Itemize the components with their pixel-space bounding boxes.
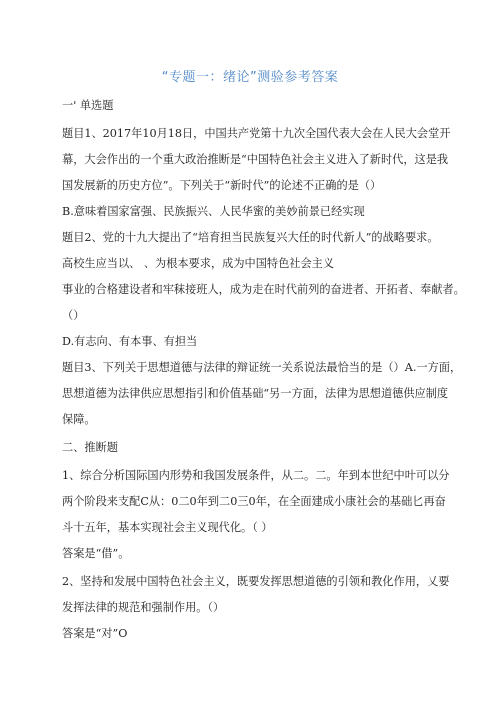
judgment-1-line-2: 两个阶段来支配C从：0二0年到二0三0年，在全面建成小康社会的基础匕再奋 (62, 495, 446, 508)
judgment-1-line-3: 斗十五年，基本实现社会主义现代化。（ ） (62, 521, 273, 534)
question-2-answer: D.有志向、有本事、有担当 (62, 335, 198, 348)
section-heading-judgment: 二、推断题 (62, 441, 118, 454)
question-1-line-1: 题目1、2017年10月18日，中国共产党第十九次全国代表大会在人民大会堂开 (62, 127, 451, 140)
question-3-line-1: 题目3、下列关于思想道德与法律的辩证统一关系说法最恰当的是（）A.一方面， (62, 361, 462, 374)
question-2-line-2: 高校生应当以、 、为根本要求，成为中国特色社会主义 (62, 257, 335, 270)
question-3-line-2: 思想道德为法律供应思想指引和价值基础“另一方面，法律为思想道德供应制度 (62, 387, 449, 400)
page-title: “专题一：绪论”测验参考答案 (161, 70, 339, 85)
judgment-2-answer: 答案是“对”O (62, 627, 128, 640)
question-2-line-1: 题目2、党的十九大提出了“培育担当民族复兴大任的时代新人”的战略要求。 (62, 231, 439, 244)
section-heading-single-choice: 一' 单选题 (62, 99, 114, 112)
question-3-line-3: 保障。 (62, 413, 96, 426)
judgment-1-line-1: 1、综合分析国际国内形势和我国发展条件，从二。二。年到本世纪中叶可以分 (62, 469, 450, 482)
judgment-2-line-2: 发挥法律的规范和强制作用。（） (62, 601, 225, 614)
judgment-2-line-1: 2、坚持和发展中国特色社会主义，既要发挥思想道德的引领和教化作用，乂要 (62, 575, 450, 588)
judgment-1-answer: 答案是“借”。 (62, 547, 130, 560)
question-1-line-3: 国发展新的历史方位”。下列关于“新时代”的论述不正确的是（） (62, 179, 382, 192)
question-2-line-4: （） (62, 309, 85, 322)
question-2-line-3: 事业的合格建设者和牢秣接班人，成为走在时代前列的奋进者、开拓者、奉献者。 (62, 283, 465, 296)
question-1-line-2: 幕，大会作出的一个重大政治推断是“中国特色社会主义进入了新时代，这是我 (62, 153, 449, 166)
question-1-answer: B.意味着国家富强、民族振兴、人民华蜜的美妙前景已经实现 (62, 205, 365, 218)
